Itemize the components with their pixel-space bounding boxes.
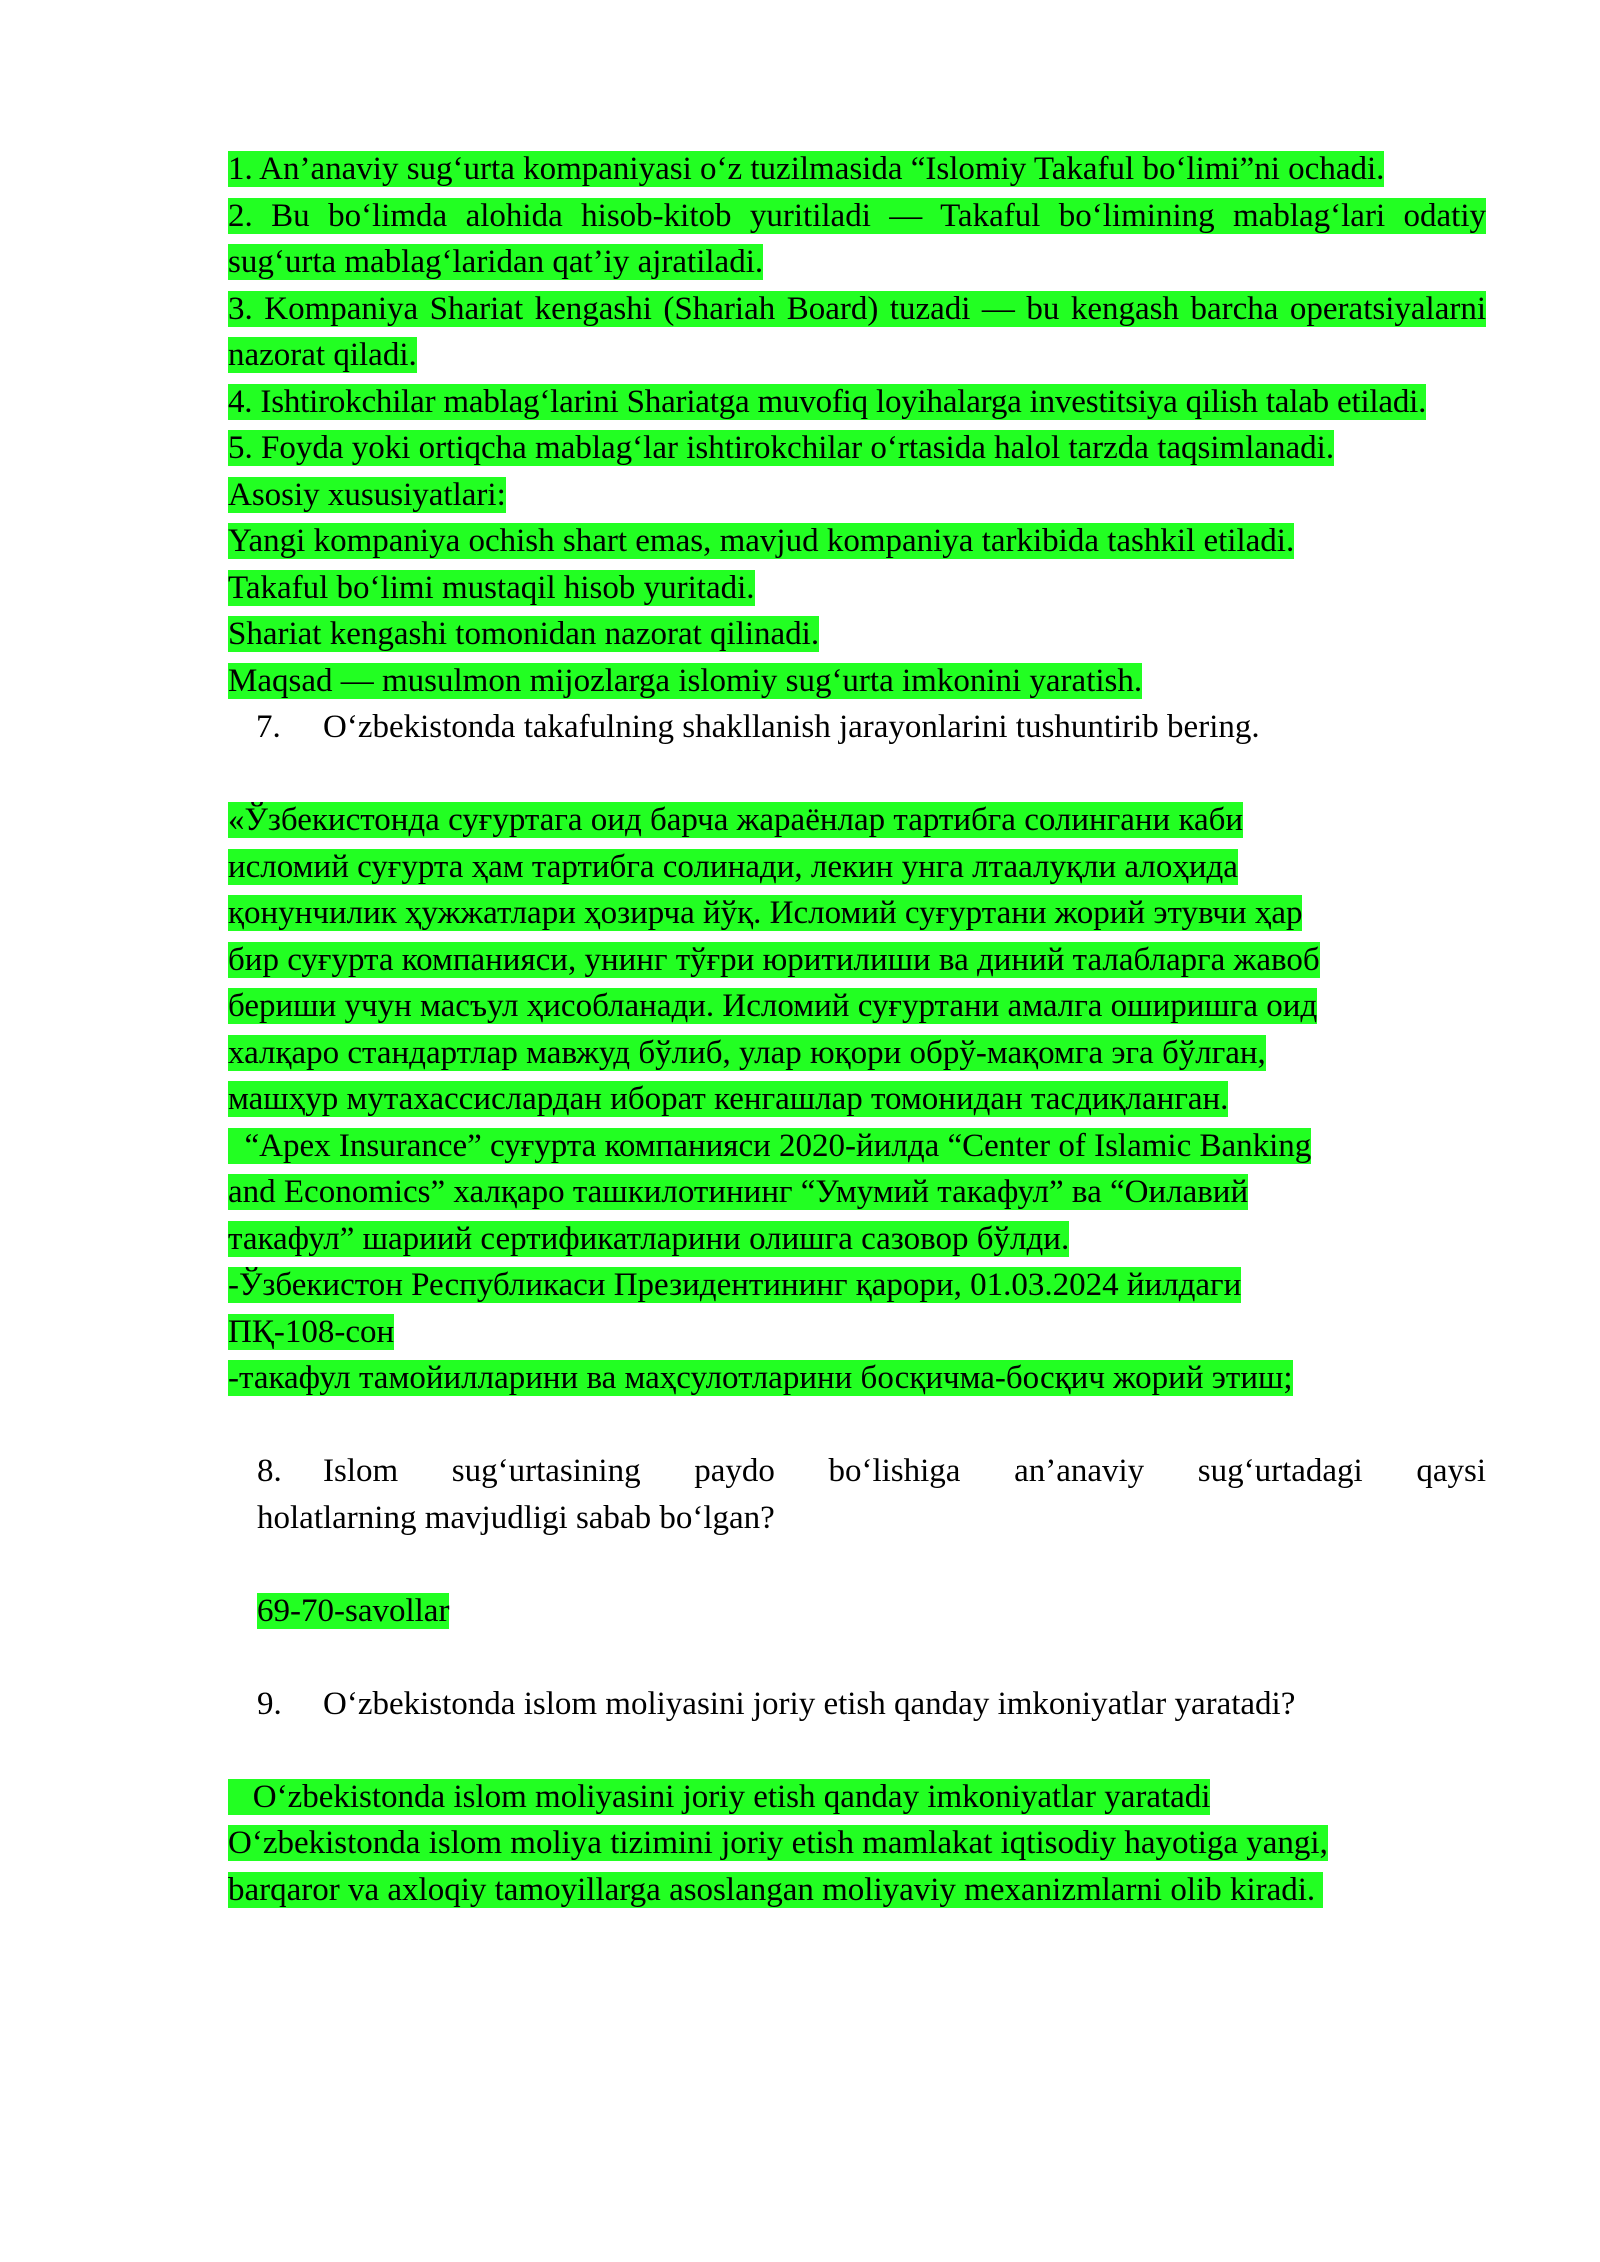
question-text: O‘zbekistonda islom moliyasini joriy etish qanday imkoniyatlar yaratadi? — [323, 1685, 1296, 1722]
answer-line: халқаро стандартлар мавжуд бўлиб, улар юқори обрў-мақомга эга бўлган, — [228, 1034, 1266, 1071]
question-9 — [228, 1681, 1486, 1728]
question-text-continuation: holatlarning mavjudligi sabab bo‘lgan? — [257, 1499, 775, 1536]
feature-item: Maqsad — musulmon mijozlarga islomiy sug‘urta imkonini yaratish. — [228, 662, 1143, 699]
list-item — [228, 286, 1486, 379]
highlighted-text: 2. Bu bo‘limda alohida hisob-kitob yuritiladi — Takaful bo‘limining mablag‘lari odatiy sug‘urta mablag‘laridan qat’iy ajratiladi. — [228, 197, 1486, 280]
features-heading: Asosiy xususiyatlari: — [228, 476, 506, 513]
answer-line: and Economics” халқаро ташкилотининг “Умумий такафул” ва “Оилавий — [228, 1174, 1249, 1210]
answer-line: O‘zbekistonda islom moliyasini joriy etish qanday imkoniyatlar yaratadi — [228, 1778, 1211, 1815]
feature-item: Shariat kengashi tomonidan nazorat qilinadi. — [228, 616, 820, 652]
answer-line: “Apex Insurance” суғурта компанияси 2020-йилда “Center of Islamic Banking — [228, 1127, 1312, 1164]
question-7 — [228, 704, 1486, 751]
feature-item: Yangi kompaniya ochish shart emas, mavjud kompaniya tarkibida tashkil etiladi. — [228, 523, 1295, 559]
list-item — [228, 379, 1486, 426]
list-item — [228, 193, 1486, 286]
answer-line: «Ўзбекистонда суғуртага оид барча жараёнлар тартибга солингани каби — [228, 802, 1244, 838]
question-text: Islom sug‘urtasining paydo bo‘lishiga an’anaviy sug‘urtadagi qaysi — [323, 1453, 1486, 1489]
answer-line: -Ўзбекистон Республикаси Президентининг қарори, 01.03.2024 йилдаги — [228, 1267, 1242, 1303]
question-7-answer — [228, 797, 1486, 1402]
question-number: 7. — [256, 709, 281, 745]
answer-line: такафул” шариий сертификатларини олишга сазовор бўлди. — [228, 1220, 1070, 1257]
question-number: 8. — [257, 1453, 282, 1489]
answer-line: бериши учун масъул ҳисобланади. Исломий суғуртани амалга оширишга оид — [228, 988, 1318, 1024]
feature-item: Takaful bo‘limi mustaqil hisob yuritadi. — [228, 569, 755, 606]
highlighted-text: 1. An’anaviy sug‘urta kompaniyasi o‘z tuzilmasida “Islomiy Takaful bo‘limi”ni ochadi. — [228, 151, 1385, 187]
question-8 — [228, 1448, 1486, 1495]
answer-line: barqaror va axloqiy tamoyillarga asoslangan moliyaviy mexanizmlarni olib kiradi. — [228, 1871, 1324, 1908]
answer-line: қонунчилик ҳужжатлари ҳозирча йўқ. Исломий суғуртани жорий этувчи ҳар — [228, 895, 1303, 931]
answer-line: -такафул тамойилларини ва маҳсулотларини босқичма-босқич жорий этиш; — [228, 1360, 1293, 1396]
answer-line: машҳур мутахассислардан иборат кенгашлар томонидан тасдиқланган. — [228, 1081, 1229, 1117]
question-8-answer: 69-70-savollar — [257, 1592, 450, 1629]
spacer — [228, 751, 1486, 798]
list-item — [228, 146, 1486, 193]
spacer — [228, 1634, 1486, 1681]
answer-line: ПҚ-108-сон — [228, 1313, 395, 1350]
spacer — [228, 1541, 1486, 1588]
spacer — [228, 1402, 1486, 1449]
answer-line: O‘zbekistonda islom moliya tizimini joriy etish mamlakat iqtisodiy hayotiga yangi, — [228, 1825, 1328, 1861]
question-number: 9. — [257, 1685, 282, 1722]
highlighted-text: 4. Ishtirokchilar mablag‘larini Shariatga muvofiq loyihalarga investitsiya qilish talab etiladi. — [228, 383, 1427, 420]
question-text: O‘zbekistonda takafulning shakllanish jarayonlarini tushuntirib bering. — [323, 709, 1260, 745]
answer-line: бир суғурта компанияси, унинг тўғри юритилиши ва диний талабларга жавоб — [228, 941, 1320, 978]
highlighted-text: 5. Foyda yoki ortiqcha mablag‘lar ishtirokchilar o‘rtasida halol tarzda taqsimlanadi. — [228, 430, 1335, 466]
highlighted-text: 3. Kompaniya Shariat kengashi (Shariah Board) tuzadi — bu kengash barcha operatsiyalarni nazorat qiladi. — [228, 290, 1486, 373]
list-item — [228, 425, 1486, 472]
document-body — [228, 146, 1486, 1913]
question-9-answer — [228, 1774, 1486, 1914]
answer-line: исломий суғурта ҳам тартибга солинади, лекин унга лтаалуқли алоҳида — [228, 848, 1238, 885]
spacer — [228, 1727, 1486, 1774]
